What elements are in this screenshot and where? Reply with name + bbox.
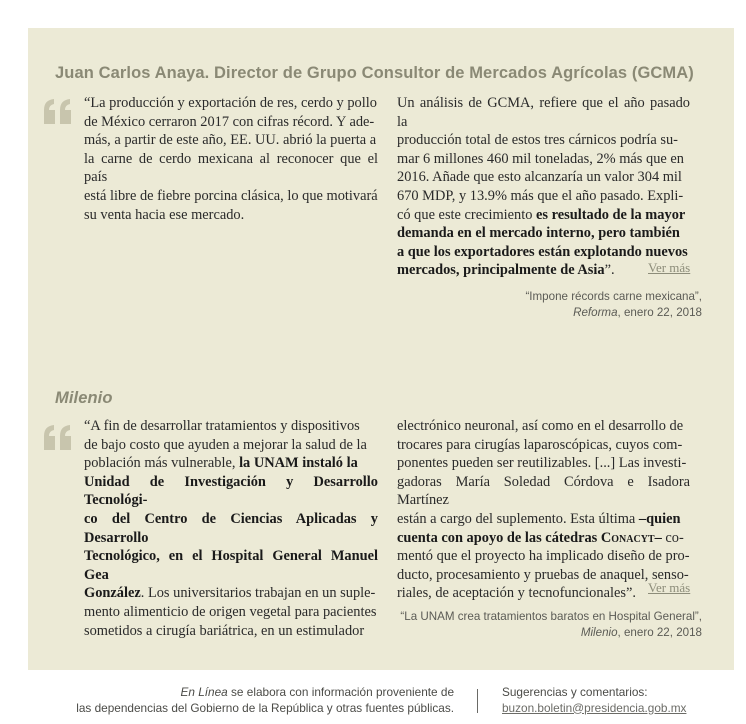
bold-text: demanda en el mercado interno, pero también xyxy=(397,225,680,242)
text-line: electrónico neuronal, así como en el desarrollo de xyxy=(397,418,684,434)
bold-text xyxy=(397,530,662,546)
bold-text: González xyxy=(84,585,141,602)
source-date: , enero 22, 2018 xyxy=(617,625,702,639)
footer-divider xyxy=(477,689,478,713)
text-line xyxy=(397,261,690,280)
text-line xyxy=(84,454,378,473)
text-line xyxy=(84,510,378,547)
text-line: “La producción y exportación de res, cerdo y pollo xyxy=(84,95,377,111)
quote-left-column xyxy=(84,417,378,640)
bold-text: Unidad de Investigación y Desarrollo Tecnológi- xyxy=(84,473,378,509)
text-line: ponentes pueden ser reutilizables. [...] Las investi- xyxy=(397,455,687,472)
text-line xyxy=(397,510,690,529)
text-run: población más vulnerable, xyxy=(84,455,240,472)
source-date: , enero 22, 2018 xyxy=(617,305,702,319)
text-line xyxy=(397,206,690,225)
source-publication: Reforma xyxy=(573,305,618,319)
quote-right-column xyxy=(397,94,690,280)
text-line: ducto, procesamiento y pruebas de anaquel, senso- xyxy=(397,566,689,583)
bold-text: co del Centro de Ciencias Aplicadas y Desarrollo xyxy=(84,510,378,546)
text-line: gadoras María Soledad Córdova e Isadora Martínez xyxy=(397,473,690,509)
footer-info xyxy=(76,685,454,716)
text-line: su venta hacia ese mercado. xyxy=(84,206,245,223)
source-date-line xyxy=(400,625,702,641)
text-line xyxy=(84,547,378,584)
text-line: mar 6 millones 460 mil toneladas, 2% más que en xyxy=(397,150,684,167)
section-title: Juan Carlos Anaya. Director de Grupo Consultor de Mercados Agrícolas (GCMA) xyxy=(55,64,694,82)
text-line: producción total de estos tres cárnicos podría su- xyxy=(397,132,678,149)
text-line: mentó que el proyecto ha implicado diseño de pro- xyxy=(397,548,690,565)
quote-right-column xyxy=(397,417,690,603)
text-line: 670 MDP, y 13.9% más que el año pasado. Expli- xyxy=(397,187,684,204)
text-line: la carne de cerdo mexicana al reconocer que el país xyxy=(84,150,378,186)
source-publication: Milenio xyxy=(580,625,618,639)
text-line xyxy=(397,224,690,243)
ver-mas-link[interactable]: Ver más xyxy=(648,260,691,275)
text-run: ”. xyxy=(604,262,615,279)
bold-text: mercados, principalmente de Asia xyxy=(397,262,605,279)
bold-text: la UNAM instaló la xyxy=(239,455,358,472)
source-citation xyxy=(525,289,702,320)
bold-text: a que los exportadores están explotando nuevos xyxy=(397,243,688,260)
footer-line: las dependencias del Gobierno de la República y otras fuentes públicas. xyxy=(76,700,454,715)
text-line: está libre de fiebre porcina clásica, lo que motivará xyxy=(84,187,378,204)
bold-text: es resultado de la mayor xyxy=(536,206,686,223)
text-run: co- xyxy=(661,529,684,546)
text-line xyxy=(84,473,378,510)
footer-text: se elabora con información proveniente de xyxy=(227,685,454,699)
text-run: cuenta con apoyo de las cátedras C xyxy=(397,529,612,546)
bold-text: Tecnológico, en el Hospital General Manuel Gea xyxy=(84,548,378,583)
small-caps-text: onacyt xyxy=(611,529,655,546)
text-line: más, a partir de este año, EE. UU. abrió la puerta a xyxy=(84,132,377,149)
text-run: có que este crecimiento xyxy=(397,206,537,223)
text-run: . Los universitarios trabajan en un suple- xyxy=(140,585,376,602)
text-line xyxy=(397,243,690,262)
footer-email-line xyxy=(502,701,686,717)
text-line xyxy=(397,529,690,548)
text-line: trocares para cirugías laparoscópicas, cuyos com- xyxy=(397,436,683,453)
text-run: están a cargo del suplemento. Esta última xyxy=(397,510,639,527)
footer-brand: En Línea xyxy=(180,685,228,699)
text-line: “A fin de desarrollar tratamientos y dispositivos xyxy=(84,418,360,434)
text-line: riales, de aceptación y tecnofuncionales”. xyxy=(397,585,636,602)
ver-mas-link[interactable]: Ver más xyxy=(648,580,691,595)
text-run: – xyxy=(654,529,662,546)
quote-mark-icon xyxy=(42,424,76,454)
text-line: de México cerraron 2017 con cifras récord. Y ade- xyxy=(84,113,375,130)
quote-mark-icon xyxy=(42,98,76,128)
footer-line xyxy=(76,685,454,701)
text-line: de bajo costo que ayuden a mejorar la salud de la xyxy=(84,436,367,453)
text-line: sometidos a cirugía bariátrica, en un estimulador xyxy=(84,622,365,639)
bold-text: –quien xyxy=(638,510,681,527)
footer-contact xyxy=(502,685,686,716)
text-line: mento alimenticio de origen vegetal para pacientes xyxy=(84,603,377,620)
email-link[interactable]: buzon.boletin@presidencia.gob.mx xyxy=(502,700,687,715)
source-title: “La UNAM crea tratamientos baratos en Hospital General”, xyxy=(400,610,702,623)
footer-contact-label: Sugerencias y comentarios: xyxy=(502,685,648,699)
quote-left-column xyxy=(84,94,378,224)
section-title: Milenio xyxy=(55,389,113,407)
source-citation xyxy=(400,609,702,640)
text-line xyxy=(84,584,378,603)
source-date-line xyxy=(525,305,702,321)
text-line: Un análisis de GCMA, refiere que el año pasado la xyxy=(397,95,690,130)
text-line: 2016. Añade que esto alcanzaría un valor 304 mil xyxy=(397,169,682,186)
source-title: “Impone récords carne mexicana”, xyxy=(525,290,702,303)
